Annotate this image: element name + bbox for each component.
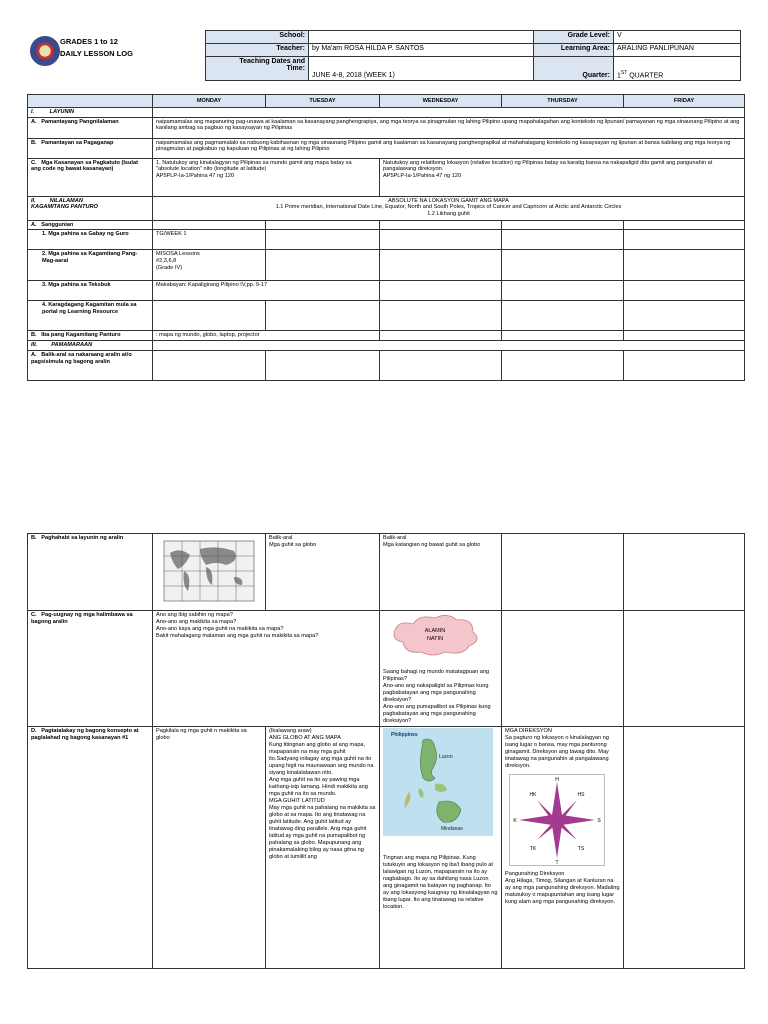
day-monday: MONDAY <box>153 95 266 108</box>
pagtatalakay-monday: Pagkilala ng mga guhit n makikita sa globo <box>153 726 266 968</box>
day-thursday: THURSDAY <box>502 95 624 108</box>
alamin-natin-cloud <box>383 612 493 660</box>
section-pamamaraan: III. PAMAMARAAN <box>28 341 153 351</box>
compass-south: T <box>555 859 559 866</box>
dates-label: Teaching Dates and Time: <box>206 57 309 81</box>
pamantayang-pangnilalaman-text: naipamamalas ang mapanuring pag-unawa at kaalaman sa kasanayang pangheograpiya, ang mga teorya sa pinagmulan ng lahing Pilipino upang mapahalagahan ang konteksto ng lipunan/ pamayanan ng mga sinaunang Pilipino at ang kanilang ambag sa pagbuo ng kasaysayan ng Pilipinas <box>153 117 745 138</box>
row-label-gabay-guro: 1. Mga pahina sa Gabay ng Guro <box>28 230 153 250</box>
grade-value: V <box>614 31 741 44</box>
compass-northwest: HK <box>529 791 537 798</box>
area-label: Learning Area: <box>534 44 614 57</box>
log-title: GRADES 1 to 12 DAILY LESSON LOG <box>60 37 133 58</box>
grade-label: Grade Level: <box>534 31 614 44</box>
header-table <box>205 30 741 81</box>
row-label-pamantayang-pangnilalaman: A. Pamantayang Pangnilalaman <box>28 117 153 138</box>
row-label-paghahabi: B. Paghahabi sa layunin ng aralin <box>28 534 153 611</box>
compass-east: S <box>597 817 601 824</box>
world-map-grid-image <box>156 535 260 605</box>
day-friday: FRIDAY <box>624 95 745 108</box>
pamantayan-sa-pagaganap-text: naipamamalas ang pagmamalaki sa nabuong kabihasnan ng mga sinaunang Pilipino gamit ang kaalaman sa kasanayang pangheograpikal at mahahalagang konteksto ng kasaysayan ng lipunan at bansa kabilang ang mga teorya ng pinagmulan at pagkabuo ng kapuluan ng Pilipinas at ng lahing Pilipino <box>153 138 745 158</box>
pag-uugnay-monday: Ano ang ibig sabihin ng mapa? Ano-ano ang makikita sa mapa? Ano-ano kaya ang mga guhit na makikita sa mapa? Bakit mahalagang malaman ang mga guhit na makikita sa mapa? <box>153 611 380 727</box>
iba-pang-kagamitan-value: : mapa ng mundo, globo, laptop, projector <box>153 331 380 341</box>
kagamitang-mag-aaral-value: MISOSA Lessons #2,3,6,8 (Grade IV) <box>153 250 266 281</box>
map-mindanao: Mindanao <box>441 825 463 832</box>
mga-direksyon-text: Sa pagturo ng lokasyon o kinalalagyan ng isang lugar o bansa, may mga panturong ginagamit. Direksyon ang tawag dito. May tinatawag na pangunahin at pangalawang direksyon. <box>505 734 609 769</box>
compass-northeast: HS <box>577 791 585 798</box>
row-label-sanggunian: A. Sanggunian <box>28 220 153 230</box>
day-wednesday: WEDNESDAY <box>380 95 502 108</box>
kasanayan-monday: 1. Natutukoy ang kinalalagyan ng Pilipinas sa mundo gamit ang mapa batay sa "absolute location" nito (longitude at latitude) AP5PLP-Ia-1/Pahina 47 ng 120 <box>153 158 380 196</box>
dates-value: JUNE 4-8, 2018 (WEEK 1) <box>309 57 534 81</box>
map-luzon: Luzon <box>439 753 453 760</box>
area-value: ARALING PANLIPUNAN <box>614 44 741 57</box>
compass-southeast: TS <box>577 845 585 852</box>
paghahabi-monday <box>153 534 266 611</box>
row-label-balik-aral: A. Balik-aral sa nakaraang aralin at/o pagsisimula ng bagong aralin <box>28 350 153 380</box>
row-label-teksbuk: 3. Mga pahina sa Teksbuk <box>28 281 153 301</box>
pag-uugnay-wednesday <box>380 611 502 727</box>
row-label-iba-pang-kagamitan: B. Iba pang Kagamitang Panturo <box>28 331 153 341</box>
row-label-pag-uugnay: C. Pag-uugnay ng mga halimbawa sa bagong aralin <box>28 611 153 727</box>
row-label-kasanayan: C. Mga Kasanayan sa Pagkatuto (Isulat ang code ng bawat kasanayan) <box>28 158 153 196</box>
teacher-label: Teacher: <box>206 44 309 57</box>
row-label-kagamitang-mag-aaral: 2. Mga pahina sa Kagamitang Pang-Mag-aaral <box>28 250 153 281</box>
nilalaman-text: ABSOLUTE NA LOKASYON GAMIT ANG MAPA 1.1 Prime meridian, International Date Line, Equator, North and South Poles, Tropics of Cancer and Capricorn at Arctic and Antarctic Circles 1.2 Likhang guhit <box>153 196 745 220</box>
day-tuesday: TUESDAY <box>266 95 380 108</box>
cloud-text-2: NATIN <box>426 636 444 642</box>
quarter-label: Quarter: <box>534 57 614 81</box>
row-label-pagtatalakay: D. Pagtatalakay ng bagong konsepto at paglalahad ng bagong kasanayan #1 <box>28 726 153 968</box>
deped-seal <box>30 36 60 66</box>
corner-cell <box>28 95 153 108</box>
pagtatalakay-tuesday: (Ikalawang araw) ANG GLOBO AT ANG MAPA Kung titingnan ang globo at ang mapa, mapapansin na may mga guhit ito.Sadyang inilagay ang mga guhit na ito upang higit na maunawaan ang mundo na siyang kinalalatawan nito. Ang mga guhit na ito ay pawing mga kathang-isip lamang. Hindi makikita ang mga guhit na ito sa mundo. MGA GUHIT LATITUD May mga guhit na pahalang na makikita sa globo at sa mapa. Ito ang tinatawag na guhit latitude. Ang guhit latitud ay tinatawag ding parallels. Ang mga guhit latitud ay mga guhit na pumapalibot ng pahalang sa globo. Mapupunang ang pinakamalaking bilog ay nasa gitna ng globo at lumiliit ang <box>266 726 380 968</box>
pagtatalakay-wednesday-text: Tingnan ang mapa ng Pilipinas. Kung tutukuyin ang lokasyon ng iba't ibang pulo at lalawigan ng Luzon, mapapansin na ito ay nagbabago. Ito ay sa dahilang nasa Luzon ang ginagamit na batayan ng paghanap. Ito ay ang lokasyong kaugnay ng kinalalagyan ng ibang lugar. Ito ang tinatawag na relative location. <box>383 854 498 910</box>
school-label: School: <box>206 31 309 44</box>
lesson-table-page2 <box>27 533 745 969</box>
compass-north: H <box>555 776 559 783</box>
row-label-pamantayan-sa-pagaganap: B. Pamantayan sa Pagaganap <box>28 138 153 158</box>
quarter-value: 1ST QUARTER <box>614 57 741 81</box>
section-nilalaman: II. NILALAMAN KAGAMITANG PANTURO <box>28 196 153 220</box>
pag-uugnay-questions: Saang bahagi ng mundo matatagpuan ang Pilipinas? Ano-ano ang nakapaligid sa Pilipinas kung pagbabatayan ang mga pangunahing direksiyon? Ano-ano ang pumapalibot sa Pilipinas kung pagbabatayan ang mga pangunahing direksiyon? <box>383 668 491 724</box>
section-layunin: I. LAYUNIN <box>28 108 153 118</box>
mga-direksyon-heading: MGA DIREKSYON <box>505 727 552 734</box>
cloud-text-1: ALAMIN <box>424 628 446 634</box>
paghahabi-tuesday: Balik-aral Mga guhit sa globo <box>266 534 380 611</box>
teacher-value: by Ma'am ROSA HILDA P. SANTOS <box>309 44 534 57</box>
compass-rose-icon <box>509 774 605 866</box>
row-label-karagdagang-kagamitan: 4. Karagdagang Kagamitan mula sa portal ng Learning Resource <box>28 301 153 331</box>
compass-southwest: TK <box>529 845 537 852</box>
pagtatalakay-wednesday <box>380 726 502 968</box>
map-title: Philippines <box>391 731 418 738</box>
philippine-map-image <box>383 728 493 836</box>
lesson-table-page1 <box>27 94 745 381</box>
teksbuk-value: Makabayan: Kapaligirang Pilipino IV,pp. 9-17 <box>153 281 380 301</box>
gabay-guro-value: TG/WEEK 1 <box>153 230 266 250</box>
paghahabi-wednesday: Balik-aral Mga katangian ng bawat guhit sa globo <box>380 534 502 611</box>
pagtatalakay-thursday <box>502 726 624 968</box>
compass-west: K <box>513 817 517 824</box>
pangunahing-direksyon-text: Pangunahing Direksyon Ang Hilaga, Timog, Silangan at Kanluran na ay ang mga pangunahing direksyon. Madaling matutukoy o mapupuntahan ang isang lugar kung alam ang mga pangunahing direksyon. <box>505 870 620 905</box>
school-value <box>309 31 534 44</box>
kasanayan-wednesday: Natutukoy ang relatibong lokasyon (relative location) ng Pilipinas batay sa karatig bansa na nakapaligid dito gamit ang pangunahin at pangalawang direksyon. AP5PLP-Ia-1/Pahina 47 ng 120 <box>380 158 745 196</box>
